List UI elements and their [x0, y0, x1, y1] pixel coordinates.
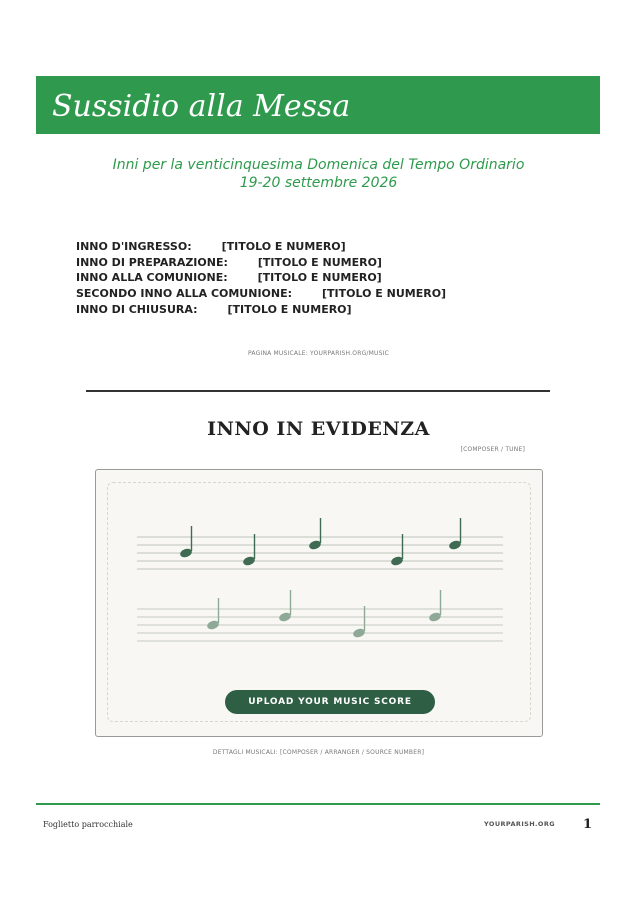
hymn-list — [76, 239, 446, 317]
hymn-row-communion — [76, 270, 446, 286]
hymn-row-closing — [76, 302, 446, 318]
hymn-label: INNO DI CHIUSURA: — [76, 302, 198, 316]
music-details: DETTAGLI MUSICALI: [COMPOSER / ARRANGER / SOURCE NUMBER] — [212, 749, 425, 756]
hymn-row-second-communion — [76, 286, 446, 302]
hymn-value: [TITOLO E NUMERO] — [221, 240, 346, 253]
music-note-icon — [308, 518, 322, 551]
music-note-icon — [352, 606, 366, 639]
music-note-icon — [390, 534, 404, 567]
hymn-row-entrance — [76, 239, 446, 255]
notes-upper — [179, 518, 462, 567]
score-dropzone[interactable] — [107, 482, 531, 722]
hymn-row-preparation — [76, 255, 446, 271]
music-score-placeholder[interactable] — [95, 469, 543, 737]
music-note-icon — [428, 590, 442, 623]
upload-score-button[interactable]: UPLOAD YOUR MUSIC SCORE — [225, 690, 435, 714]
staff-lower — [137, 609, 503, 641]
hymn-label: INNO ALLA COMUNIONE: — [76, 271, 228, 285]
hymn-label: INNO DI PREPARAZIONE: — [76, 255, 228, 269]
staff-illustration — [108, 483, 530, 721]
hymn-value: [TITOLO E NUMERO] — [227, 302, 352, 316]
hymn-label: SECONDO INNO ALLA COMUNIONE: — [76, 287, 293, 301]
music-note-icon — [278, 590, 292, 623]
music-page-link[interactable]: PAGINA MUSICALE: YOURPARISH.ORG/MUSIC — [248, 350, 389, 357]
music-note-icon — [242, 534, 256, 567]
hymn-value: [TITOLO E NUMERO] — [257, 255, 382, 269]
hymn-value: [TITOLO E NUMERO] — [257, 271, 382, 285]
page-number: 1 — [583, 817, 593, 832]
featured-hymn-title: INNO IN EVIDENZA — [207, 418, 430, 440]
hymn-value: [TITOLO E NUMERO] — [322, 287, 447, 301]
hymn-label: INNO D'INGRESSO: — [76, 240, 192, 253]
music-note-icon — [179, 526, 193, 559]
footer-divider — [36, 803, 600, 805]
footer-publication: Foglietto parrocchiale — [43, 820, 133, 829]
header-banner — [36, 76, 600, 134]
page-title: Sussidio alla Messa — [52, 89, 351, 124]
footer-website-link[interactable]: YOURPARISH.ORG — [484, 820, 555, 828]
music-note-icon — [206, 598, 220, 631]
composer-tune: [COMPOSER / TUNE] — [460, 446, 525, 453]
notes-lower — [206, 590, 442, 639]
subtitle-occasion: Inni per la venticinquesima Domenica del Tempo Ordinario — [112, 157, 525, 173]
subtitle-date: 19-20 settembre 2026 — [239, 175, 398, 191]
section-divider — [86, 390, 550, 392]
music-note-icon — [448, 518, 462, 551]
